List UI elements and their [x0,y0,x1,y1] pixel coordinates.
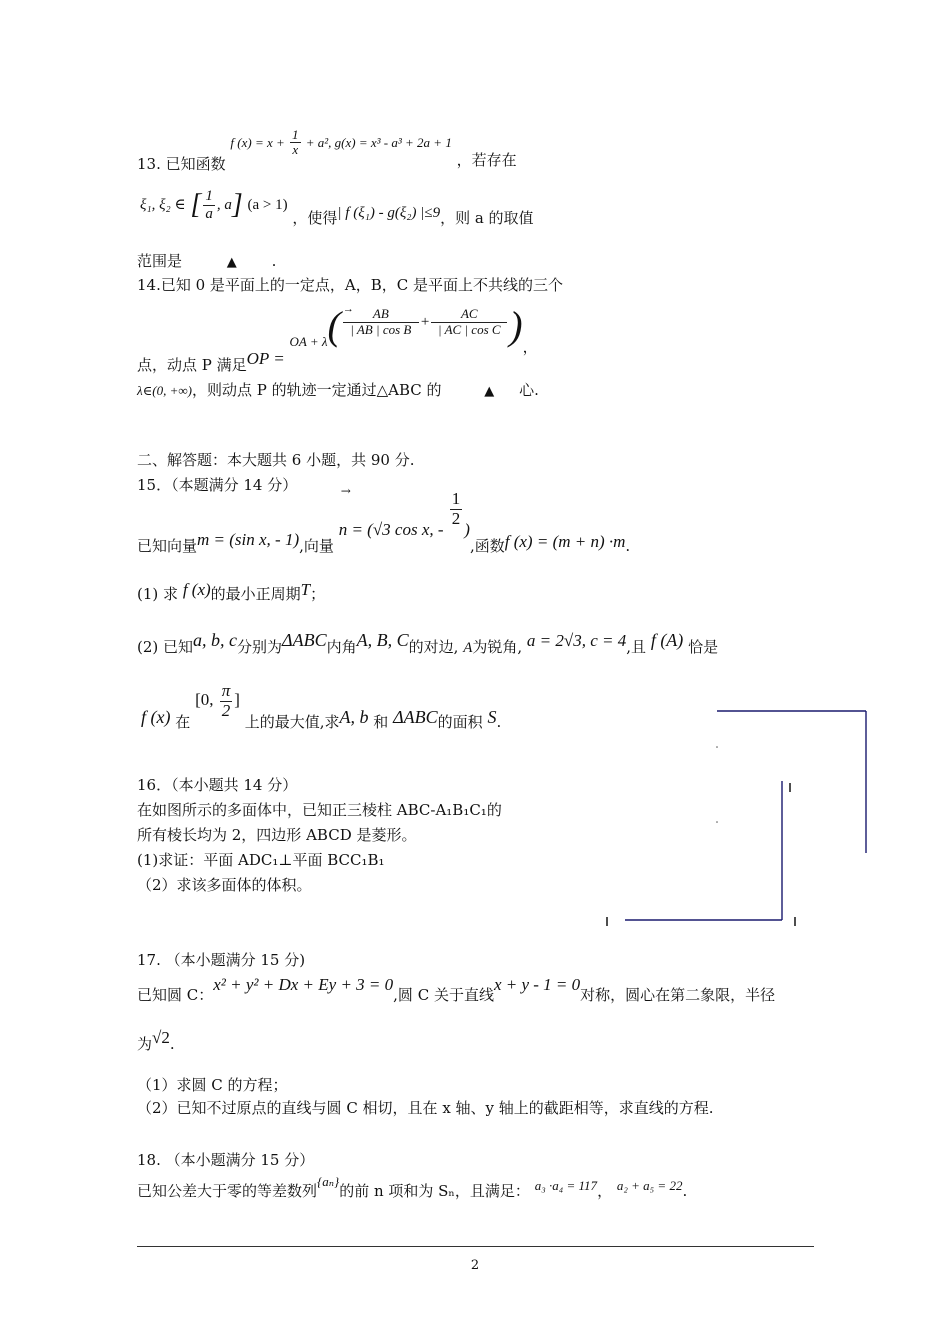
q17-head: 17. （本小题满分 15 分) [137,951,306,969]
q13-cond1: ，若存在 [456,150,517,169]
q18-line1 [137,1172,688,1200]
q15-end: . [625,537,631,556]
q14-frac-ab: → AB | AB | cos B [343,307,419,337]
q17-part2: （2）已知不过原点的直线与圆 C 相切，且在 x 轴、y 轴上的截距相等，求直线的方程. [137,1099,714,1117]
q15-p1-c: ； [310,585,326,603]
q15-pre: 已知向量 [137,537,198,556]
q14-oa: OA + λ [289,334,328,349]
q18-a: 已知公差大于零的等差数列 [137,1182,318,1200]
q14-op: OP = [246,349,285,368]
q14-blank: ▲ [484,384,495,399]
q15-p2-abc: a, b, c [193,630,238,650]
q18-end: . [682,1182,688,1200]
q13-tail: ，则 a 的取值 [440,209,534,227]
q16-line2: 所有棱长均为 2，四边形 ABCD 是菱形。 [137,826,417,844]
q16-line4: （2）求该多面体的体积。 [137,876,312,894]
q15-p2-c: 内角 [326,638,357,656]
q15-p3-interval: [0, $\frac{\pi}{2}$ ] [195,681,240,720]
q16-head: 16．（本小题共 14 分） [137,776,298,794]
q14-plus: + [420,314,430,330]
q15-p3-Ab: A, b [339,707,369,728]
q15-p2-ABC: A, B, C [356,630,409,650]
q15-p2-e: 为锐角, [472,638,523,656]
q15-vec-n: n = (√3 cos x, - [338,520,448,540]
q18-seq: {aₙ} [317,1174,340,1189]
q15-p2-a: (2) 已知 [137,638,194,656]
q13-ineq: | f (ξ₁) - g(ξ₂) |≤9 [337,205,441,221]
q13-use: ，使得 [292,209,338,227]
q14-line1: 14.已知 0 是平面上的一定点，A，B，C 是平面上不共线的三个 [137,276,564,294]
q13-frac: $\frac{1}{x}$ [292,127,299,158]
q14-pt: 点，动点 P 满足 [137,356,247,374]
footer-rule [137,1246,814,1247]
q15-func: ,函数 [469,537,505,556]
q15-p1-a: (1) 求 [137,585,179,603]
q18-cond2: a₂ + a₅ = 22 [616,1178,683,1193]
q15-p3-tri: ΔABC [393,707,438,728]
q15-head: 15．（本题满分 14 分） [137,476,298,494]
q15-p3-S: S [487,707,497,728]
q18-cond1: a₃ ·a₄ = 117 [534,1178,598,1193]
q15-p2-b: 分别为 [237,638,283,656]
q17-d: 为 [137,1035,153,1053]
q13-line2: ξ₁, ξ₂ ∈ [ $\frac{1}{a}$ , a] (a > 1) ，使得| f (ξ₁) - g(ξ₂) |≤9，则 a 的取值 [140,188,534,227]
q13-range: 范围是 [137,252,183,270]
q14-line3 [137,381,539,400]
q13-bracket-tail: , a [216,197,232,213]
q18-head: 18. （本小题满分 15 分） [137,1151,315,1169]
q13-blank: ▲ [226,255,237,270]
q13-a-cond: (a > 1) [247,197,288,213]
q13-end: . [271,252,277,270]
q15-part3 [141,681,502,732]
polyhedron-figure [600,700,880,935]
q14-frac-ac: $\frac{AC}{\text{| AC | cos C}}$ [431,307,507,337]
q15-fx: f (x) = (m + n) ·m [504,532,626,552]
q15-p2-fA: f (A) [650,630,684,650]
q15-p2-vals: a = 2√3, c = 4 [526,631,627,650]
q17-part1: （1）求圆 C 的方程； [137,1076,288,1094]
q15-p2-f: ,且 [626,638,647,656]
q15-p2-d: 的对边, [408,638,459,656]
q17-line2 [137,1028,175,1053]
q15-vec-m: m = (sin x, - 1) [197,530,300,550]
q15-p3-d: 的面积 [437,713,483,732]
q15-frac-half: $\frac{1}{2}$ [451,489,461,528]
q18-b: 的前 n 项和为 Sₙ，且满足： [339,1182,530,1200]
q15-p2-A: A [463,640,473,656]
q17-line-eq: x + y - 1 = 0 [493,975,581,994]
q17-b: ,圆 C 关于直线 [393,986,494,1004]
q13-xi: ξ₁, ξ₂ ∈ [140,197,186,213]
q15-p1-fx: f (x) [182,580,211,599]
q15-part1 [137,580,326,603]
q15-p3-c: 和 [373,713,389,732]
q15-vec-n-close: ) [464,520,470,540]
q14-line2: 点，动点 P 满足OP = OA + λ( → AB | AB | cos B + $\frac{AC}{\text{| AC | cos C}}$ )， [137,303,538,374]
q18-sep: ， [597,1182,613,1200]
q13-lead: 13. 已知函数 [137,154,226,173]
figure-dot-1 [716,746,718,748]
q15-p2-g: 恰是 [688,638,719,656]
q17-radius: √2 [152,1028,170,1047]
section-2-title: 二、解答题：本大题共 6 小题，共 90 分. [137,451,415,469]
q17-line1 [137,975,776,1004]
q15-part2 [137,630,719,656]
q13-fx: f (x) = x + [230,134,289,150]
q15-p3-e: . [496,713,502,732]
q13-bracket-frac: $\frac{1}{a}$ [205,188,213,222]
q17-a: 已知圆 C： [137,986,214,1004]
q16-line1: 在如图所示的多面体中，已知正三棱柱 ABC-A₁B₁C₁的 [137,801,502,819]
q13-fx-tail: + a², g(x) = x³ - a³ + 2a + 1 [302,134,452,150]
q15-p1-b: 的最小正周期 [210,585,301,603]
q15-p3-a: 在 [175,713,191,732]
q13-line3 [137,252,276,271]
page-number: 2 [470,1258,480,1273]
figure-dot-2 [716,821,718,823]
q13-line1 [137,127,517,173]
q14-comma: ， [522,338,538,356]
q17-e: . [169,1035,175,1053]
q16-line3: (1)求证：平面 ADC₁⊥平面 BCC₁B₁ [137,851,385,869]
q14-lambda: λ∈(0, +∞) [137,383,192,398]
q15-p3-b: 上的最大值,求 [244,713,340,732]
q14-text: ，则动点 P 的轨迹一定通过△ABC 的 [191,381,442,399]
q15-p2-tri: ΔABC [282,630,327,650]
q17-c: 对称，圆心在第二象限，半径 [580,986,776,1004]
q15-p3-fx: f (x) [141,707,171,728]
q15-arrow: → [340,484,351,498]
q15-mid: ,向量 [299,537,334,556]
q17-eq: x² + y² + Dx + Ey + 3 = 0 [213,975,394,994]
q14-end: 心. [519,381,539,399]
q15-p1-T: T [300,580,311,599]
